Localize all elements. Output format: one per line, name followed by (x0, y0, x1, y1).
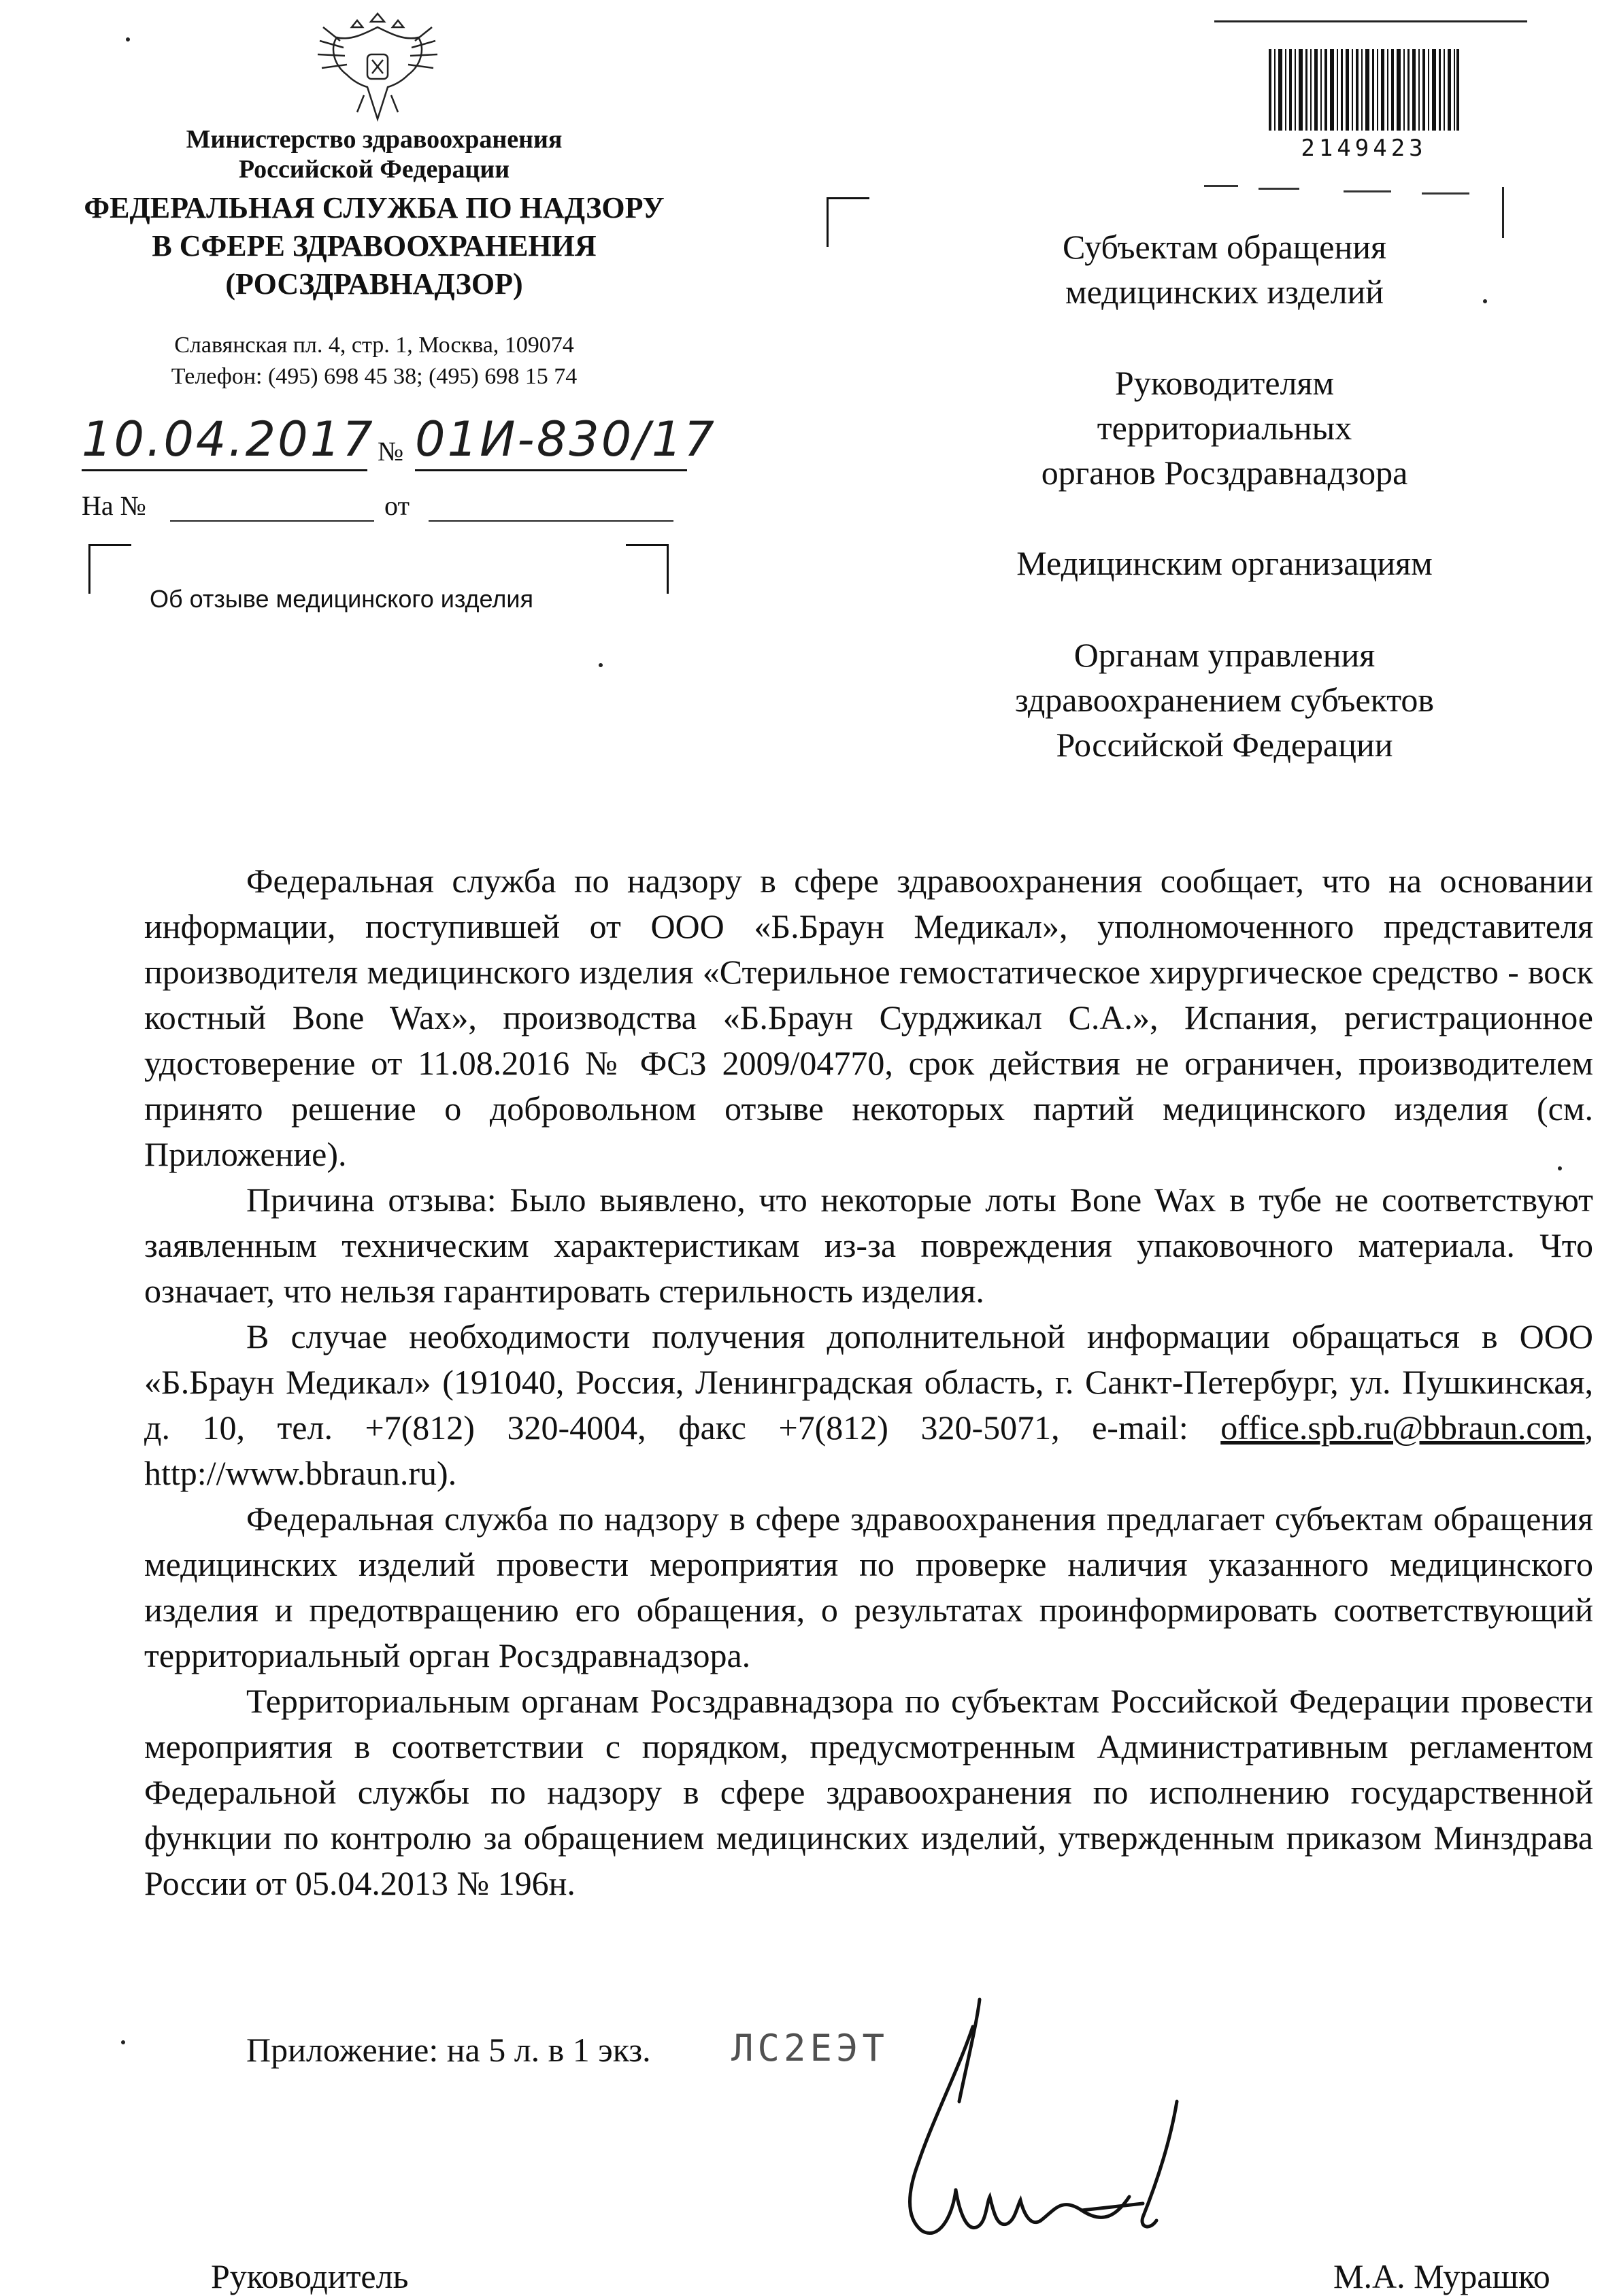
ministry-name-line1: Министерство здравоохранения (186, 125, 563, 154)
scan-mark (1259, 188, 1299, 190)
faint-stamp: ЛС2ЕЭТ (731, 2027, 889, 2070)
service-name-line1: ФЕДЕРАЛЬНАЯ СЛУЖБА ПО НАДЗОРУ (84, 191, 665, 224)
barcode-top-line (1214, 20, 1527, 22)
addressee-group-3 (939, 541, 1510, 586)
body-paragraph-2: Причина отзыва: Было выявлено, что некоторые лоты Bone Wax в тубе не соответствуют заявленным техническим характеристикам из-за повреждения упаковочного материала. Что означает, что нельзя гарантировать стерильность изделия. (144, 1181, 1593, 1310)
scan-speck (1483, 299, 1487, 303)
letter-body (144, 858, 1593, 1906)
email-link[interactable]: office.spb.ru@bbraun.com (1220, 1408, 1585, 1447)
ministry-name-line2: Российской Федерации (238, 155, 510, 184)
handwritten-registration-number: 01И-830/17 (415, 411, 716, 467)
subject-line: Об отзыве медицинского изделия (150, 585, 533, 613)
reference-number-blank (170, 520, 374, 522)
website-text: , http://www.bbraun.ru). (144, 1408, 1593, 1492)
addressee-line: Органам управления (1073, 636, 1376, 674)
scan-speck (121, 2040, 125, 2044)
number-symbol: № (378, 436, 404, 467)
addressee-line: Российской Федерации (1056, 726, 1393, 764)
subject-corner-right (626, 544, 669, 594)
barcode (1269, 49, 1459, 131)
addressee-line: Медицинским организациям (1016, 544, 1433, 582)
address-line2: Телефон: (495) 698 45 38; (495) 698 15 74 (171, 364, 578, 389)
signatory-position: Руководитель (211, 2257, 409, 2295)
service-name (54, 189, 694, 303)
handwritten-signature (857, 1986, 1238, 2285)
addressee-corner-left (827, 197, 869, 247)
body-paragraph-4: Федеральная служба по надзору в сфере здравоохранения предлагает субъектам обращения медицинских изделий провести мероприятия по проверке наличия указанного медицинского изделия и предотвращению его обращения, о результатах проинформировать соответствующий территориальный орган Росздравнадзора. (144, 1500, 1593, 1674)
scan-speck (599, 663, 603, 667)
body-paragraph-5: Территориальным органам Росздравнадзора по субъектам Российской Федерации провести мероприятия в соответствии с порядком, предусмотренным Административным регламентом Федеральной службы по надзору в сфере здравоохранения по исполнению государственной функции по контролю за обращением медицинских изделий, утвержденным приказом Минздрава России от 05.04.2013 № 196н. (144, 1682, 1593, 1902)
signatory-name: М.А. Мурашко (1333, 2257, 1550, 2295)
addressee-line: органов Росздравнадзора (1041, 454, 1408, 492)
addressee-line: медицинских изделий (1065, 273, 1384, 311)
addressee-line: Руководителям (1114, 364, 1335, 402)
addressee-line: территориальных (1097, 409, 1352, 447)
addressee-group-2 (939, 360, 1510, 495)
body-paragraph-1: Федеральная служба по надзору в сфере здравоохранения сообщает, что на основании информации, поступившей от ООО «Б.Браун Медикал», уполномоченного представителя производителя медицинского изделия «Стерильное гемостатическое хирургическое средство - воск костный Bone Wax», производства «Б.Браун Сурджикал С.А.», Испания, регистрационное удостоверение от 11.08.2016 № ФСЗ 2009/04770, срок действия не ограничен, производителем принято решение о добровольном отзыве некоторых партий медицинского изделия (см. Приложение). (144, 862, 1593, 1173)
body-paragraph-3 (144, 1314, 1593, 1496)
service-name-line3: (РОСЗДРАВНАДЗОР) (225, 267, 523, 301)
date-underline (82, 469, 367, 471)
subject-corner-left (88, 544, 131, 594)
reference-date-blank (429, 520, 673, 522)
addressee-line: Субъектам обращения (1063, 228, 1386, 266)
scan-speck (126, 37, 130, 41)
reference-date-label: от (384, 490, 410, 521)
handwritten-date: 10.04.2017 (82, 411, 375, 467)
barcode-number: 2149423 (1301, 135, 1427, 162)
appendix-note: Приложение: на 5 л. в 1 экз. (246, 2031, 651, 2069)
service-name-line2: В СФЕРЕ ЗДРАВООХРАНЕНИЯ (152, 229, 597, 263)
reference-number-label: На № (82, 490, 146, 521)
number-underline (415, 469, 687, 471)
service-address (82, 330, 667, 392)
addressee-group-4 (939, 632, 1510, 767)
scan-mark (1344, 190, 1391, 192)
scan-speck (1558, 1166, 1562, 1170)
scan-mark (1422, 192, 1469, 195)
coat-of-arms-emblem (310, 0, 446, 126)
scan-mark (1204, 185, 1238, 187)
addressee-line: здравоохранением субъектов (1014, 681, 1435, 719)
addressee-group-1 (939, 224, 1510, 314)
address-line1: Славянская пл. 4, стр. 1, Москва, 109074 (174, 333, 574, 358)
contact-text: В случае необходимости получения дополнительной информации обращаться в ООО «Б.Браун Медикал» (191040, Россия, Ленинградская область, г. Санкт-Петербург, ул. Пушкинская, д. 10, тел. +7(812) 320-4004, факс +7(812) 320-5071, e-mail: (144, 1317, 1593, 1447)
